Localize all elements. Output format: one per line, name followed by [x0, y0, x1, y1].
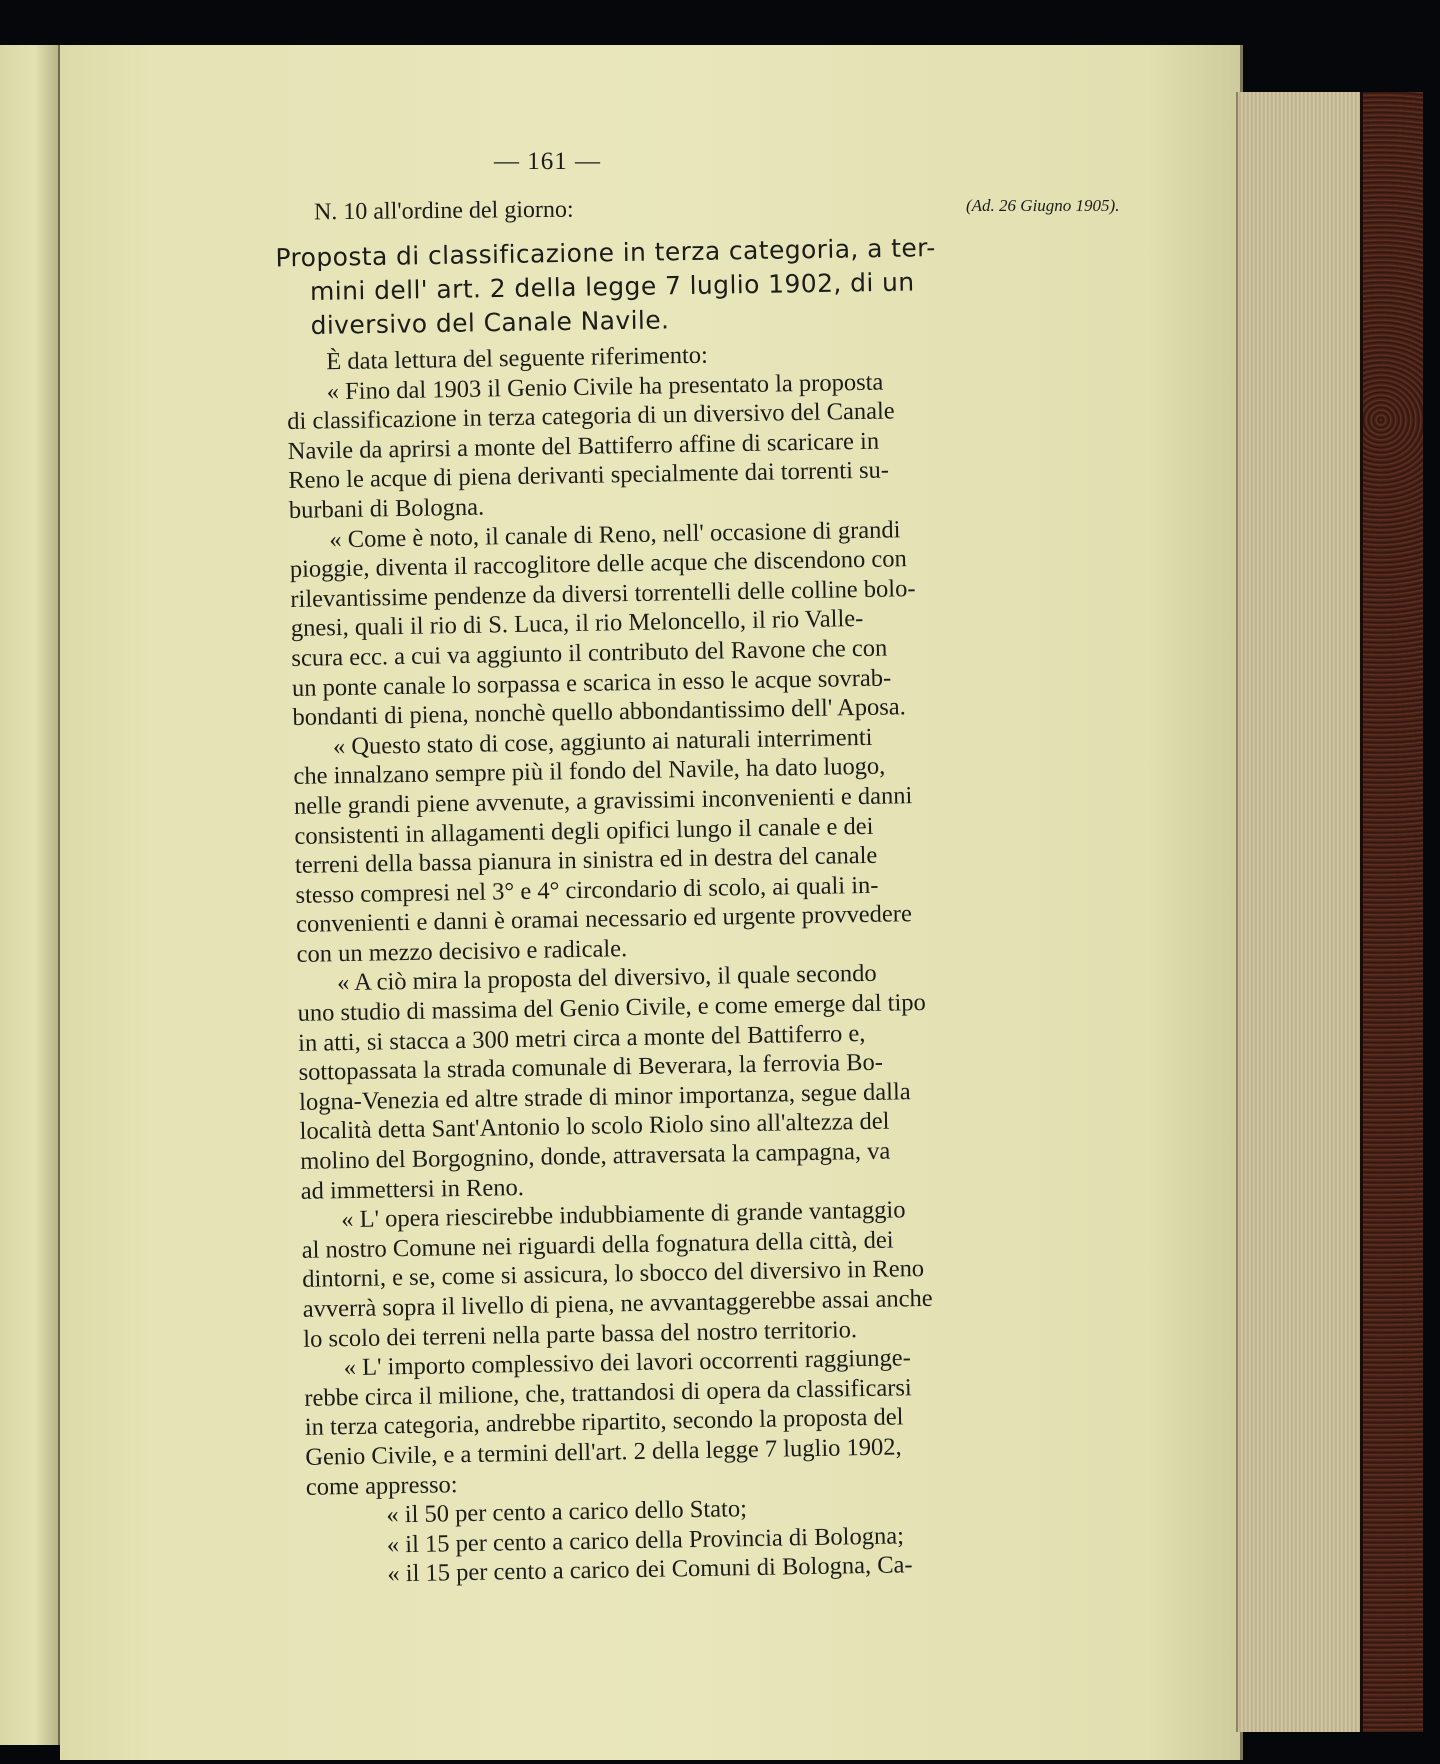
text-line: di classificazione in terza categoria di un diversivo del Canale [287, 397, 895, 436]
text-line: « L' importo complessivo dei lavori occorrenti raggiunge- [343, 1344, 912, 1382]
text-line: nelle grandi piene avvenute, a gravissimi inconvenienti e danni [293, 782, 913, 820]
text-line: ad immettersi in Reno. [300, 1173, 525, 1205]
text-line: bondanti di piena, nonchè quello abbondantissimo dell' Aposa. [292, 693, 907, 732]
text-line: È data lettura del seguente riferimento: [326, 341, 709, 376]
section-heading [275, 231, 977, 344]
text-line: con un mezzo decisivo e radicale. [296, 935, 628, 968]
text-line: sottopassata la strada comunale di Beverara, la ferrovia Bo- [298, 1048, 884, 1087]
text-line: « il 15 per cento a carico della Provincia di Bologna; [386, 1522, 905, 1559]
heading-line: mini dell' art. 2 della legge 7 luglio 1902, di un [309, 267, 915, 306]
text-line: località detta Sant'Antonio lo scolo Riolo sino all'altezza del [299, 1108, 890, 1146]
text-line: lo scolo dei terreni nella parte bassa del nostro territorio. [303, 1315, 858, 1353]
text-line: gnesi, quali il rio di S. Luca, il rio Meloncello, il rio Valle- [290, 605, 864, 643]
text-line: in atti, si stacca a 300 metri circa a monte del Battiferro e, [297, 1019, 866, 1057]
heading-line: Proposta di classificazione in terza categoria, a ter- [275, 233, 936, 273]
text-line: terreni della bassa pianura in sinistra ed in destra del canale [294, 841, 878, 880]
text-line: rilevantissime pendenze da diversi torrentelli delle colline bolo- [290, 574, 916, 613]
text-line: stesso compresi nel 3° e 4° circondario di scolo, ai quali in- [295, 871, 879, 909]
text-line: « il 15 per cento a carico dei Comuni di Bologna, Ca- [387, 1551, 913, 1588]
text-line: al nostro Comune nei riguardi della fognatura della città, dei [301, 1226, 894, 1264]
text-line: « Questo stato di cose, aggiunto ai naturali interrimenti [332, 723, 873, 760]
text-line: « il 50 per cento a carico dello Stato; [386, 1495, 748, 1529]
body-text [286, 336, 998, 1591]
text-line: scura ecc. a cui va aggiunto il contributo del Ravone che con [291, 634, 888, 672]
text-line: « Come è noto, il canale di Reno, nell' occasione di grandi [329, 515, 901, 553]
text-line: dintorni, e se, come si assicura, lo sbocco del diversivo in Reno [302, 1255, 925, 1294]
agenda-item: N. 10 all'ordine del giorno: [313, 196, 574, 226]
text-line: rebbe circa il milione, che, trattandosi di opera da classificarsi [304, 1374, 912, 1412]
text-line: che innalzano sempre più il fondo del Navile, ha dato luogo, [293, 752, 886, 791]
text-line: uno studio di massima del Genio Civile, e come emerge dal tipo [297, 988, 927, 1027]
text-line: pioggie, diventa il raccoglitore delle acque che discendono con [289, 545, 908, 584]
text-line: « Fino dal 1903 il Genio Civile ha presentato la proposta [326, 368, 884, 405]
text-line: convenienti e danni è oramai necessario ed urgente provvedere [295, 900, 913, 939]
heading-line: diversivo del Canale Navile. [310, 305, 670, 340]
text-line: molino del Borgognino, donde, attraversata la campagna, va [299, 1137, 891, 1175]
page-number: — 161 — [494, 148, 601, 175]
text-line: logna-Venezia ed altre strade di minor importanza, segue dalla [298, 1078, 911, 1116]
text-line: Reno le acque di piena derivanti specialmente dai torrenti su- [288, 456, 890, 495]
text-line: in terza categoria, andrebbe ripartito, secondo la proposta del [304, 1403, 904, 1442]
text-line: « A ciò mira la proposta del diversivo, il quale secondo [336, 960, 877, 997]
text-line: consistenti in allagamenti degli opifici lungo il canale e dei [294, 812, 874, 850]
text-line: Navile da aprirsi a monte del Battiferro affine di scaricare in [287, 427, 880, 465]
text-line: burbani di Bologna. [288, 493, 485, 524]
text-line: Genio Civile, e a termini dell'art. 2 della legge 7 luglio 1902, [305, 1433, 902, 1471]
text-line: un ponte canale lo sorpassa e scarica in esso le acque sovrab- [291, 664, 892, 702]
session-date: (Ad. 26 Giugno 1905). [966, 196, 1120, 215]
text-line: avverrà sopra il livello di piena, ne avvantaggerebbe assai anche [302, 1284, 933, 1323]
text-line: « L' opera riescirebbe indubbiamente di grande vantaggio [340, 1196, 906, 1234]
text-line: come appresso: [305, 1470, 458, 1501]
